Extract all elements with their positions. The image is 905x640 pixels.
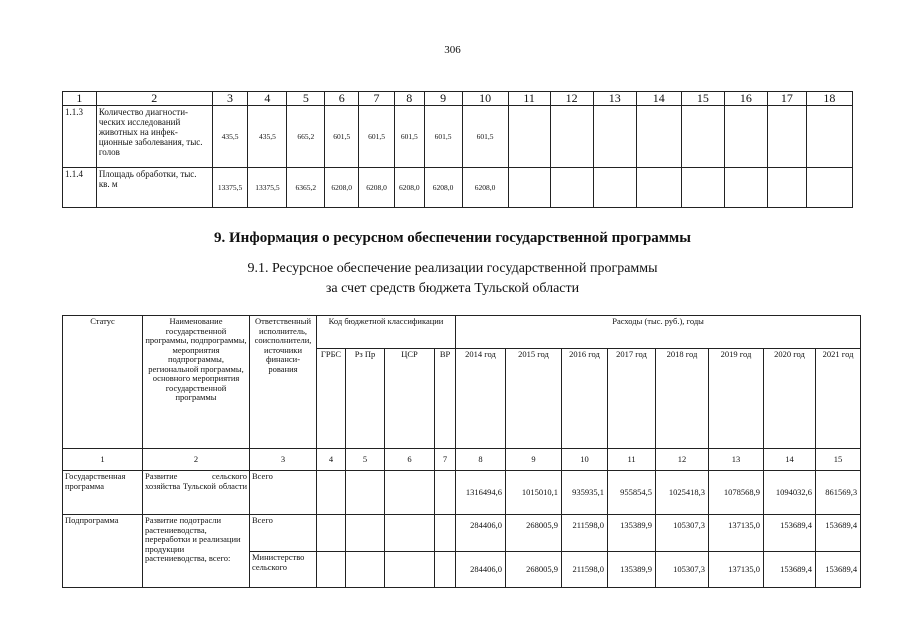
row-name: Развитие сельского хозяйства Тульской области [143, 471, 250, 515]
col-header: 8 [394, 92, 424, 106]
cell-value: 935935,1 [562, 471, 608, 515]
cell-value: 137135,0 [709, 515, 764, 552]
header-grbs: ГРБС [317, 349, 346, 449]
header-year: 2017 год [608, 349, 656, 449]
cell-value: 6208,0 [359, 168, 395, 208]
cell-empty [767, 106, 806, 168]
cell-value: 13375,5 [248, 168, 287, 208]
col-index: 7 [435, 449, 456, 471]
section-heading: 9. Информация о ресурсном обеспечении государственной программы [214, 230, 691, 246]
header-name: Наименование государственной программы, подпрограммы, мероприятия подпрограммы, региональной программы, основного мероприятия государственной программы [143, 316, 250, 449]
col-index: 5 [346, 449, 385, 471]
header-csr: ЦСР [385, 349, 435, 449]
cell-empty [593, 106, 636, 168]
cell-empty [435, 515, 456, 552]
cell-value: 6208,0 [394, 168, 424, 208]
col-header: 12 [550, 92, 593, 106]
index-row [63, 449, 861, 471]
cell-value: 153689,4 [816, 552, 861, 588]
cell-empty [636, 168, 681, 208]
col-index: 3 [250, 449, 317, 471]
col-header: 9 [424, 92, 462, 106]
subsection-heading-line2: за счет средств бюджета Тульской области [325, 281, 580, 296]
cell-empty [681, 106, 724, 168]
cell-value: 6365,2 [287, 168, 325, 208]
cell-value: 955854,5 [608, 471, 656, 515]
cell-value: 601,5 [325, 106, 359, 168]
header-year: 2016 год [562, 349, 608, 449]
row-responsible: Всего [250, 471, 317, 515]
cell-empty [346, 515, 385, 552]
cell-empty [550, 106, 593, 168]
col-index: 1 [63, 449, 143, 471]
table-row [63, 515, 861, 552]
cell-value: 6208,0 [325, 168, 359, 208]
cell-value: 601,5 [394, 106, 424, 168]
col-header: 1 [63, 92, 97, 106]
col-header: 14 [636, 92, 681, 106]
cell-value: 268005,9 [506, 552, 562, 588]
col-index: 10 [562, 449, 608, 471]
table-row [63, 106, 853, 168]
cell-empty [508, 168, 550, 208]
header-budget-code: Код бюджетной классификации [317, 316, 456, 349]
col-header: 7 [359, 92, 395, 106]
cell-value: 105307,3 [656, 515, 709, 552]
cell-value: 435,5 [248, 106, 287, 168]
cell-value: 1316494,6 [456, 471, 506, 515]
cell-value: 153689,4 [764, 515, 816, 552]
cell-value: 105307,3 [656, 552, 709, 588]
cell-empty [346, 471, 385, 515]
col-index: 13 [709, 449, 764, 471]
row-responsible: Всего [250, 515, 317, 552]
cell-empty [317, 552, 346, 588]
col-index: 4 [317, 449, 346, 471]
cell-value: 13375,5 [212, 168, 248, 208]
cell-value: 268005,9 [506, 515, 562, 552]
table-row [63, 471, 861, 515]
header-year: 2020 год [764, 349, 816, 449]
row-name: Развитие подотрасли растениеводства, переработки и реализации продукции растениеводства, всего: [143, 515, 250, 588]
row-code: 1.1.3 [63, 106, 97, 168]
col-header: 11 [508, 92, 550, 106]
cell-empty [385, 471, 435, 515]
header-status: Статус [63, 316, 143, 449]
cell-empty [636, 106, 681, 168]
cell-empty [508, 106, 550, 168]
col-header: 3 [212, 92, 248, 106]
cell-empty [550, 168, 593, 208]
cell-value: 6208,0 [462, 168, 508, 208]
cell-value: 1078568,9 [709, 471, 764, 515]
header-year: 2019 год [709, 349, 764, 449]
col-header: 4 [248, 92, 287, 106]
cell-value: 135389,9 [608, 515, 656, 552]
col-header: 13 [593, 92, 636, 106]
table-header-row [63, 92, 853, 106]
cell-empty [724, 168, 767, 208]
table-header-row [63, 316, 861, 349]
header-year: 2018 год [656, 349, 709, 449]
header-vr: ВР [435, 349, 456, 449]
row-name: Количество диагности-ческих исследований животных на инфек-ционные заболевания, тыс. голов [96, 106, 212, 168]
cell-value: 284406,0 [456, 515, 506, 552]
cell-value: 1025418,3 [656, 471, 709, 515]
col-header: 17 [767, 92, 806, 106]
cell-value: 601,5 [424, 106, 462, 168]
cell-empty [724, 106, 767, 168]
cell-empty [806, 168, 852, 208]
cell-empty [435, 552, 456, 588]
col-header: 10 [462, 92, 508, 106]
cell-value: 211598,0 [562, 515, 608, 552]
col-header: 5 [287, 92, 325, 106]
header-expenses: Расходы (тыс. руб.), годы [456, 316, 861, 349]
cell-value: 1015010,1 [506, 471, 562, 515]
row-status: Государственная программа [63, 471, 143, 515]
table-row [63, 168, 853, 208]
header-year: 2014 год [456, 349, 506, 449]
header-rzpr: Рз Пр [346, 349, 385, 449]
col-index: 15 [816, 449, 861, 471]
cell-value: 601,5 [462, 106, 508, 168]
header-year: 2021 год [816, 349, 861, 449]
cell-value: 435,5 [212, 106, 248, 168]
page-number: 306 [444, 44, 461, 56]
cell-value: 135389,9 [608, 552, 656, 588]
row-name: Площадь обработки, тыс. кв. м [96, 168, 212, 208]
cell-empty [346, 552, 385, 588]
cell-value: 153689,4 [764, 552, 816, 588]
cell-value: 601,5 [359, 106, 395, 168]
row-responsible: Министерство сельского [250, 552, 317, 588]
header-responsible: Ответственный исполнитель, соисполнители, источники финанси-рования [250, 316, 317, 449]
cell-empty [385, 552, 435, 588]
cell-value: 6208,0 [424, 168, 462, 208]
col-header: 2 [96, 92, 212, 106]
col-header: 6 [325, 92, 359, 106]
col-index: 14 [764, 449, 816, 471]
col-header: 16 [724, 92, 767, 106]
indicators-table [62, 91, 853, 208]
col-header: 18 [806, 92, 852, 106]
cell-value: 211598,0 [562, 552, 608, 588]
resource-table [62, 315, 861, 588]
header-year: 2015 год [506, 349, 562, 449]
cell-empty [806, 106, 852, 168]
cell-value: 153689,4 [816, 515, 861, 552]
cell-empty [767, 168, 806, 208]
cell-value: 284406,0 [456, 552, 506, 588]
col-header: 15 [681, 92, 724, 106]
col-index: 11 [608, 449, 656, 471]
cell-empty [317, 471, 346, 515]
row-code: 1.1.4 [63, 168, 97, 208]
cell-value: 665,2 [287, 106, 325, 168]
cell-empty [385, 515, 435, 552]
col-index: 6 [385, 449, 435, 471]
col-index: 12 [656, 449, 709, 471]
col-index: 9 [506, 449, 562, 471]
cell-empty [681, 168, 724, 208]
cell-value: 1094032,6 [764, 471, 816, 515]
col-index: 8 [456, 449, 506, 471]
subsection-heading: 9.1. Ресурсное обеспечение реализации государственной программы [247, 261, 658, 276]
cell-empty [435, 471, 456, 515]
col-index: 2 [143, 449, 250, 471]
cell-value: 861569,3 [816, 471, 861, 515]
cell-value: 137135,0 [709, 552, 764, 588]
cell-empty [593, 168, 636, 208]
cell-empty [317, 515, 346, 552]
row-status: Подпрограмма [63, 515, 143, 588]
